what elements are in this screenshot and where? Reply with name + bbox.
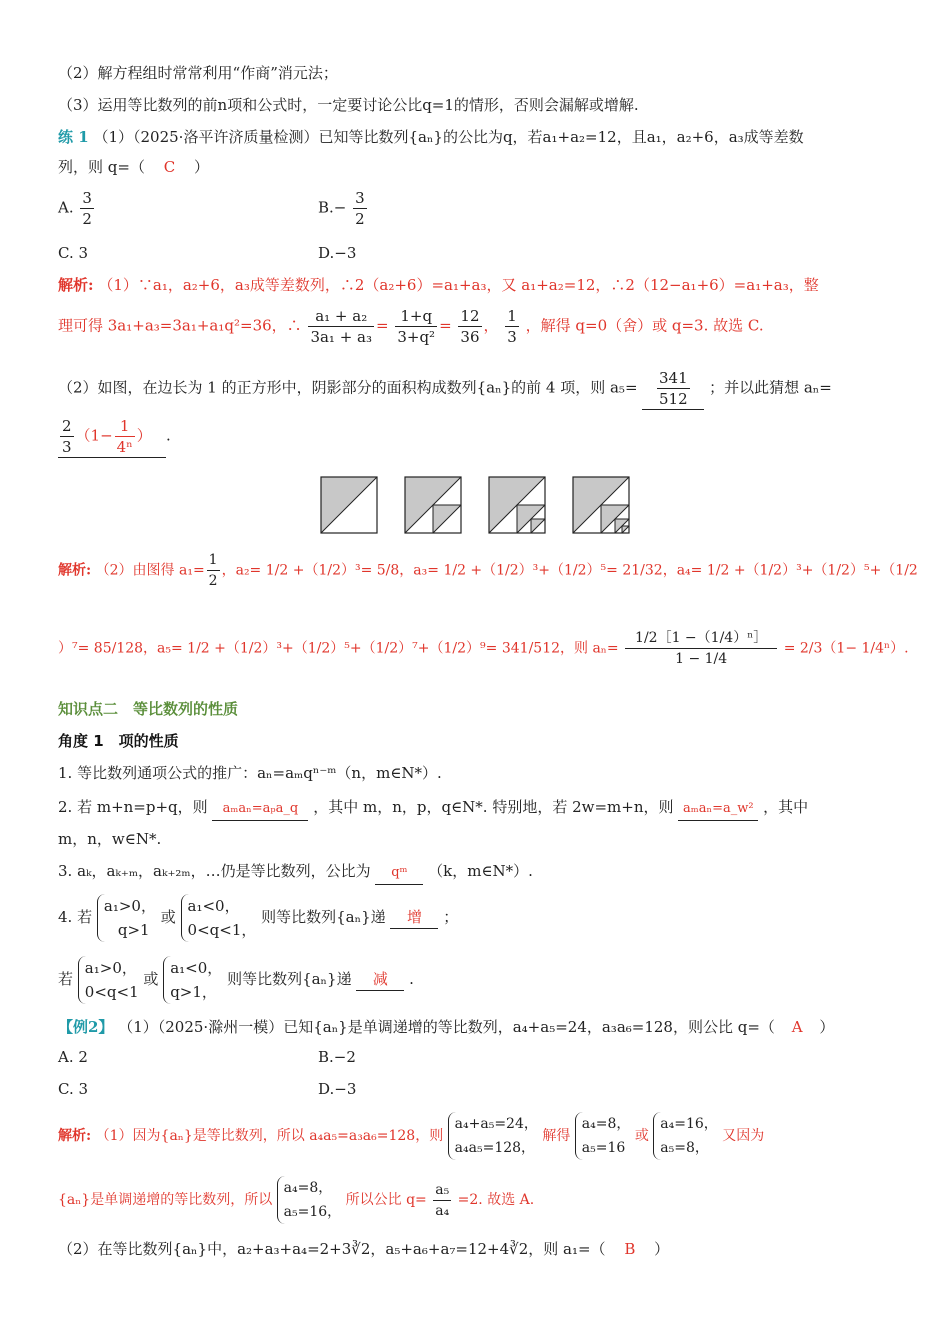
note-2: （2）解方程组时常常利用“作商”消元法； — [58, 64, 338, 82]
frac-q: $\frac{\text{a₅}}{\text{a₄}}$ — [435, 1181, 450, 1219]
question-2-line2: $\frac{2}{3}$ （1− $\frac{1}{\text{4ⁿ}}$ ） . — [58, 416, 171, 458]
solution-3b-mid: 所以公比 q= — [345, 1192, 427, 1208]
solution-3-label: 解析: — [58, 1128, 92, 1144]
property-4-pre: 4. 若 — [58, 908, 93, 926]
property-2-pre: 2. 若 m+n=p+q，则 — [58, 798, 208, 816]
property-2-post: ，其中 — [763, 798, 809, 816]
property-3-pre: 3. aₖ，aₖ₊ₘ，aₖ₊₂ₘ，…仍是等比数列，公比为 — [58, 862, 371, 880]
solution-2-row2 — [58, 628, 909, 669]
solution-2-row2-text: ）⁷= 85/128，a₅= 1/2 +（1/2）³+（1/2）⁵+（1/2）⁷+（1/2）⁹= 341/512，则 aₙ= — [58, 640, 619, 657]
example-2-option-c: C. 3 — [58, 1080, 89, 1098]
solution-1b-post: ，解得 q=0（舍）或 q=3. 故选 C. — [525, 316, 764, 335]
property-2-mid: ，其中 m，n，p，q∈N*. 特别地，若 2w=m+n，则 — [313, 798, 674, 816]
square-figure-1 — [321, 477, 377, 533]
exercise-text-2: 列，则 q=（ — [58, 158, 145, 176]
solution-label: 解析: — [58, 276, 94, 294]
system-3: a₁>0， 0<q<1 — [78, 956, 139, 1004]
exercise-1-line2 — [58, 156, 209, 178]
or-1: 或 — [160, 908, 176, 926]
property-2-blank-2: aₘaₙ=a_w² — [678, 798, 758, 821]
example-2-label: 【例2】 — [58, 1018, 114, 1036]
property-3-post: （k，m∈N*）. — [428, 862, 533, 880]
property-2-blank: aₘaₙ=aₚa_q — [212, 798, 308, 821]
example-2-option-a: A. 2 — [58, 1048, 88, 1066]
question-4-answer: B — [624, 1240, 636, 1258]
or-2: 或 — [143, 970, 159, 988]
frac-2: $\frac{1+q}{\text{3+q²}}$ — [397, 307, 436, 346]
question-2 — [58, 368, 832, 410]
angle-heading-1: 角度 1 项的性质 — [58, 732, 179, 750]
solution-1 — [58, 274, 819, 296]
solution-2 — [58, 550, 918, 591]
solution-3b-post: =2. 故选 A. — [457, 1192, 535, 1208]
question-2-mid: ；并以此猜想 aₙ= — [709, 378, 832, 397]
solution-2-row1: ，a₂= 1/2 +（1/2）³= 5/8，a₃= 1/2 +（1/2）³+（1/2）⁵= 21/32，a₄= 1/2 +（1/2）³+（1/2）⁵+（1/2 — [221, 562, 918, 579]
option-d: D.−3 — [318, 244, 357, 262]
option-a-value: $\frac{3}{2}$ — [82, 189, 92, 228]
square-figure-2 — [405, 477, 461, 533]
frac-4: $\frac{1}{3}$ — [507, 307, 517, 346]
example-2 — [58, 1016, 834, 1038]
property-5 — [58, 956, 414, 1004]
example-2-text: （1）（2025·滁州一模）已知{aₙ}是单调递增的等比数列，a₄+a₅=24，a₃a₆=128，则公比 q=（ — [118, 1018, 775, 1036]
system-7: a₄=16， a₅=8， — [653, 1112, 718, 1160]
property-1: 1. 等比数列通项公式的推广：aₙ=aₘqⁿ⁻ᵐ（n，m∈N*）. — [58, 764, 442, 782]
square-figures — [320, 476, 630, 538]
property-4-mid: 则等比数列{aₙ}递 — [261, 908, 386, 926]
example-2-option-d: D.−3 — [318, 1080, 357, 1098]
solution-3-pre: （1）因为{aₙ}是等比数列，所以 a₄a₅=a₃a₆=128，则 — [95, 1128, 444, 1144]
frac-big: $\frac{\text{1/2［1 −（1/4）ⁿ］}}{1 - 1/4}$ — [625, 628, 777, 669]
question-2-pre: （2）如图，在边长为 1 的正方形中，阴影部分的面积构成数列{aₙ}的前 4 项，则 a₅= — [58, 378, 638, 397]
solution-3-post: 又因为 — [722, 1128, 765, 1144]
system-1: a₁>0， q>1 — [97, 894, 156, 942]
option-c: C. 3 — [58, 244, 89, 262]
solution-1b: 理可得 3a₁+a₃=3a₁+a₁q²=36，∴ $\frac{\text{a₁ + a₂}}{\text{3a₁ + a₃}}$ = $\frac{1+q}{\text{3+q²}}$ = $\frac{12}{36}$ ， $\frac{1}{3}$ ，解得 q=0（舍）或 q=3. 故选 C. — [58, 307, 764, 346]
square-figures-svg — [320, 476, 630, 534]
solution-1-text: （1）∵a₁，a₂+6，a₃成等差数列，∴2（a₂+6）=a₁+a₃，又 a₁+a₂=12，∴2（12−a₁+6）=a₁+a₃，整 — [98, 276, 819, 294]
property-3-blank: qᵐ — [375, 862, 423, 885]
option-a — [58, 188, 96, 229]
solution-2-a1: （2）由图得 a₁= — [95, 562, 205, 579]
property-2 — [58, 796, 808, 821]
solution-3b — [58, 1176, 534, 1224]
property-4-end: ； — [443, 908, 459, 926]
option-b-value: $\frac{3}{2}$ — [355, 189, 365, 228]
property-5-end: . — [409, 970, 414, 988]
exercise-text: （1）（2025·洛平许济质量检测）已知等比数列{aₙ}的公比为q，若a₁+a₂=12，且a₁，a₂+6，a₃成等差数 — [93, 128, 804, 146]
frac-3: $\frac{12}{36}$ — [460, 307, 480, 346]
option-a-label: A. — [58, 198, 74, 217]
frac-1: $\frac{\text{a₁ + a₂}}{\text{3a₁ + a₃}}$ — [310, 307, 372, 346]
question-4-close: ） — [654, 1240, 670, 1258]
example-2-close: ） — [819, 1018, 835, 1036]
property-4 — [58, 894, 458, 942]
square-figure-4 — [573, 477, 629, 533]
frac-half: $\frac{1}{2}$ — [208, 552, 218, 589]
property-4-blank: 增 — [390, 906, 438, 929]
property-5-mid: 则等比数列{aₙ}递 — [227, 970, 352, 988]
solution-3b-pre: {aₙ}是单调递增的等比数列，所以 — [58, 1192, 273, 1208]
system-2: a₁<0， 0<q<1， — [181, 894, 257, 942]
solution-3-solve: 解得 — [542, 1128, 571, 1144]
paren-close: ） — [194, 158, 210, 176]
note-3: （3）运用等比数列的前n项和公式时，一定要讨论公比q=1的情形，否则会漏解或增解. — [58, 96, 639, 114]
option-b — [318, 188, 369, 229]
exercise-1 — [58, 126, 804, 148]
question-4-text: （2）在等比数列{aₙ}中，a₂+a₃+a₄=2+3∛2，a₅+a₆+a₇=12+4∛2，则 a₁=（ — [58, 1240, 606, 1258]
solution-3-or: 或 — [634, 1128, 649, 1144]
system-6: a₄=8， a₅=16 — [575, 1112, 631, 1160]
example-2-answer: A — [791, 1018, 803, 1036]
property-5-blank: 减 — [356, 968, 404, 991]
square-figure-3 — [489, 477, 545, 533]
solution-2-tail: = 2/3（1− 1/4ⁿ）. — [783, 640, 909, 657]
system-8: a₄=8， a₅=16， — [277, 1176, 342, 1224]
property-2-line2: m，n，w∈N*. — [58, 830, 162, 848]
system-5: a₄+a₅=24， a₄a₅=128， — [448, 1112, 538, 1160]
solution-2-label: 解析: — [58, 562, 92, 579]
example-2-option-b: B.−2 — [318, 1048, 356, 1066]
answer-1: C — [163, 158, 176, 176]
system-4: a₁<0， q>1， — [163, 956, 222, 1004]
answer-a5: $\frac{341}{512}$ — [642, 368, 704, 410]
section-heading-2: 知识点二 等比数列的性质 — [58, 700, 239, 718]
exercise-label: 练 1 — [58, 128, 89, 146]
property-5-pre: 若 — [58, 970, 74, 988]
option-b-label: B.− — [318, 198, 347, 217]
property-3 — [58, 860, 533, 885]
solution-3 — [58, 1112, 764, 1160]
solution-1b-pre: 理可得 3a₁+a₃=3a₁+a₁q²=36，∴ — [58, 316, 302, 335]
question-4 — [58, 1238, 669, 1260]
answer-an: $\frac{2}{3}$ （1− $\frac{1}{\text{4ⁿ}}$ ） — [58, 416, 166, 458]
